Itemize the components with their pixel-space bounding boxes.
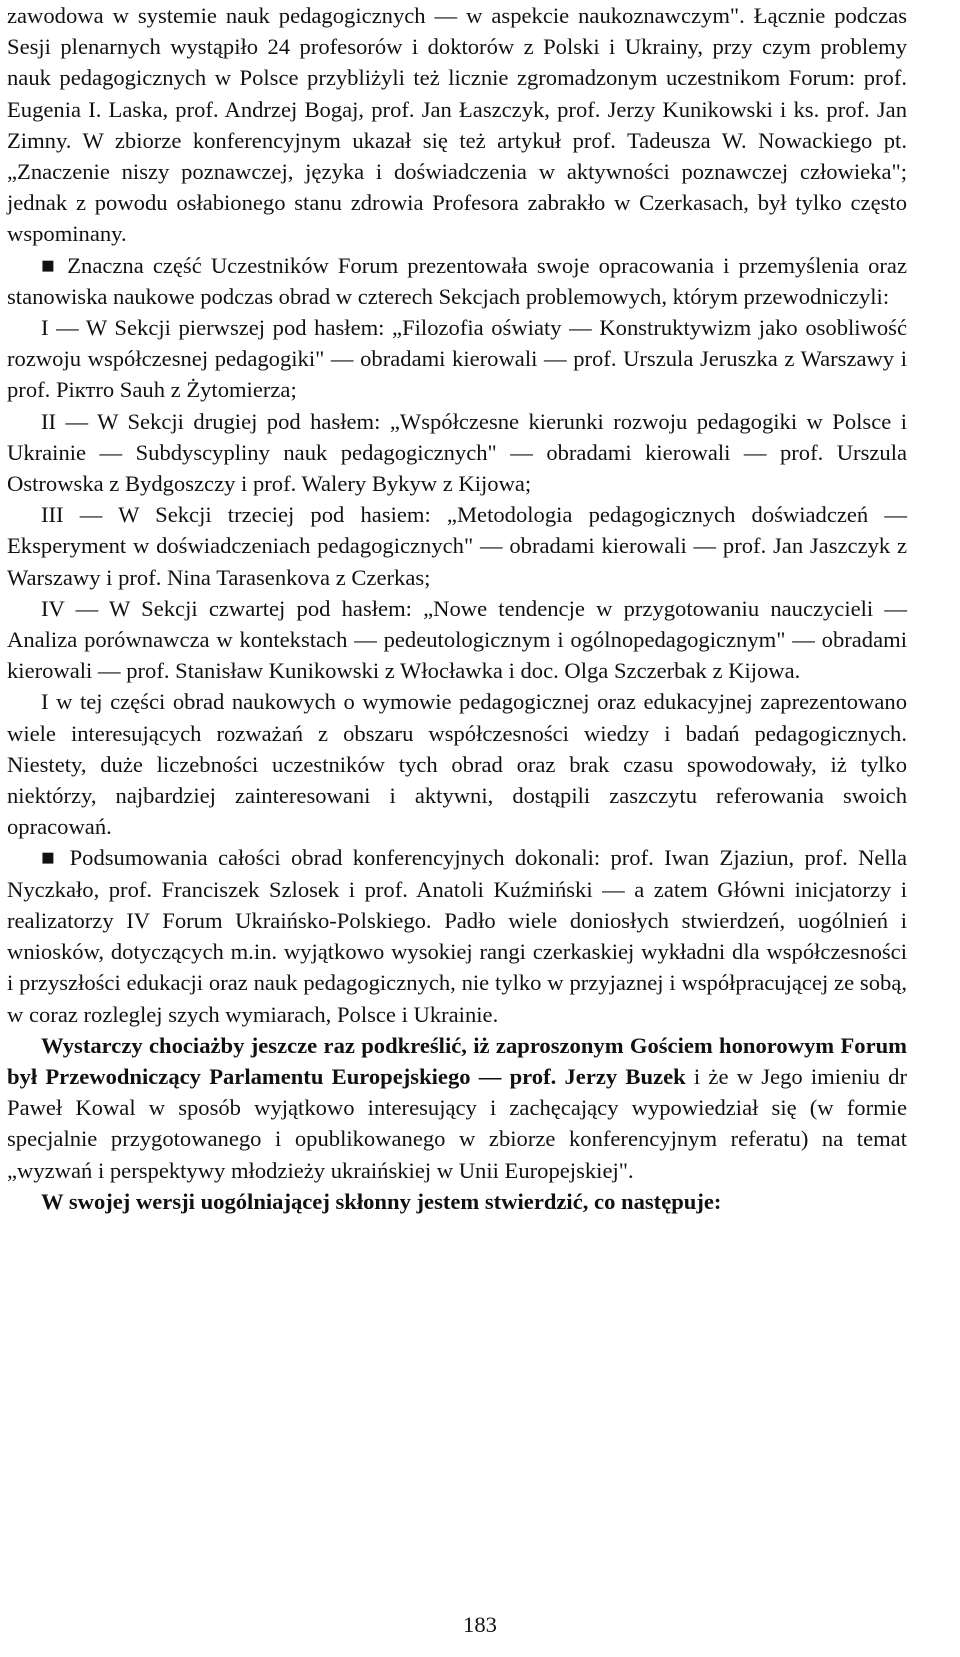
paragraph-section-2: II — W Sekcji drugiej pod hasłem: „Współczesne kierunki rozwoju pedagogiki w Polsce i Ukrainie — Subdyscypliny nauk pedagogicznych" — obradami kierowali — prof. Urszula Ostrowska z Bydgoszczy i prof. Walery Bykyw z Kijowa; — [7, 408, 907, 497]
honorary-guest-text: i że w Jego imieniu dr Paweł Kowal w sposób wyjątkowo interesujący i zachęcający wypowiedział się (w formie specjalnie przygotowanego i opublikowanego w zbiorze konferencyjnym referatu) na temat „wyzwań i perspektywy młodzieży ukraińskiej w Unii Europejskiej". — [7, 1063, 907, 1183]
paragraph-section-4: IV — W Sekcji czwartej pod hasłem: „Nowe tendencje w przygotowaniu nauczycieli — Analiza porównawcza w kontekstach — pedeutologicznym i ogólnopedagogicznym" — obradami kierowali — prof. Stanisław Kunikowski z Włocławka i doc. Olga Szczerbak z Kijowa. — [7, 595, 907, 684]
paragraph-summary: ■ Podsumowania całości obrad konferencyjnych dokonali: prof. Iwan Zjaziun, prof. Nella Nyczkało, prof. Franciszek Szlosek i prof. Anatoli Kuźmiński — a zatem Główni inicjatorzy i realizatorzy IV Forum Ukraińsko-Polskiego. Padło wiele doniosłych stwierdzeń, uogólnień i wniosków, dotyczących m.in. wyjątkowo wysokiej rangi czerkaskiej wykładni dla współczesności i przyszłości edukacji oraz nauk pedagogicznych, nie tylko w przyjaznej i współpracującej ze sobą, w coraz rozleglej szych wymiarach, Polsce i Ukrainie. — [7, 845, 907, 1027]
paragraph-presentations: I w tej części obrad naukowych o wymowie pedagogicznej oraz edukacyjnej zaprezentowano wiele interesujących rozważań z obszaru współczesności wiedzy i badań pedagogicznych. Niestety, duże liczebności uczestników tych obrad oraz brak czasu spowodowały, iż tylko niektórzy, najbardziej zainteresowani i aktywni, dostąpili zaszczytu referowania swoich opracowań. — [7, 689, 907, 840]
honorary-guest-bold-text: Wystarczy chociażby jeszcze raz podkreślić, iż zaproszonym Gościem honorowym Forum był Przewodniczący Parlamentu Europejskiego — prof. Jerzy Buzek — [7, 1032, 907, 1089]
document-page — [7, 0, 907, 1217]
paragraph-section-1: I — W Sekcji pierwszej pod hasłem: „Filozofia oświaty — Konstruktywizm jako osobliwość rozwoju współczesnej pedagogiki" — obradami kierowali — prof. Urszula Jeruszka z Warszawy i prof. Ріктro Sauh z Żytomierza; — [7, 315, 907, 403]
paragraph-conclusion-heading: W swojej wersji uogólniającej skłonny jestem stwierdzić, co następuje: — [41, 1188, 722, 1214]
paragraph-forum-speakers: zawodowa w systemie nauk pedagogicznych — w aspekcie naukoznawczym". Łącznie podczas Sesji plenarnych wystąpiło 24 profesorów i doktorów z Polski i Ukrainy, przy czym problemy nauk pedagogicznych w Polsce przybliżyli też licznie zgromadzonym uczestnikom Forum: prof. Eugenia I. Laska, prof. Andrzej Bogaj, prof. Jan Łaszczyk, prof. Jerzy Kunikowski i ks. prof. Jan Zimny. W zbiorze konferencyjnym ukazał się też artykuł prof. Tadeusza W. Nowackiego pt. „Znaczenie niszy poznawczej, języka i doświadczenia w aktywności poznawczej człowieka"; jednak z powodu osłabionego stanu zdrowia Profesora zabrakło w Czerkasach, był tylko często wspominany. — [7, 3, 907, 247]
paragraph-section-3: III — W Sekcji trzeciej pod hasiem: „Metodologia pedagogicznych doświadczeń — Eksperyment w doświadczeniach pedagogicznych" — obradami kierowali — prof. Jan Jaszczyk z Warszawy i prof. Nina Tarasenkova z Czerkas; — [7, 502, 907, 590]
paragraph-sections-intro: ■ Znaczna część Uczestników Forum prezentowała swoje opracowania i przemyślenia oraz stanowiska naukowe podczas obrad w czterech Sekcjach problemowych, którym przewodniczyli: — [7, 252, 907, 309]
paragraph-honorary-guest — [7, 1030, 907, 1186]
page-number: 183 — [463, 1612, 497, 1637]
